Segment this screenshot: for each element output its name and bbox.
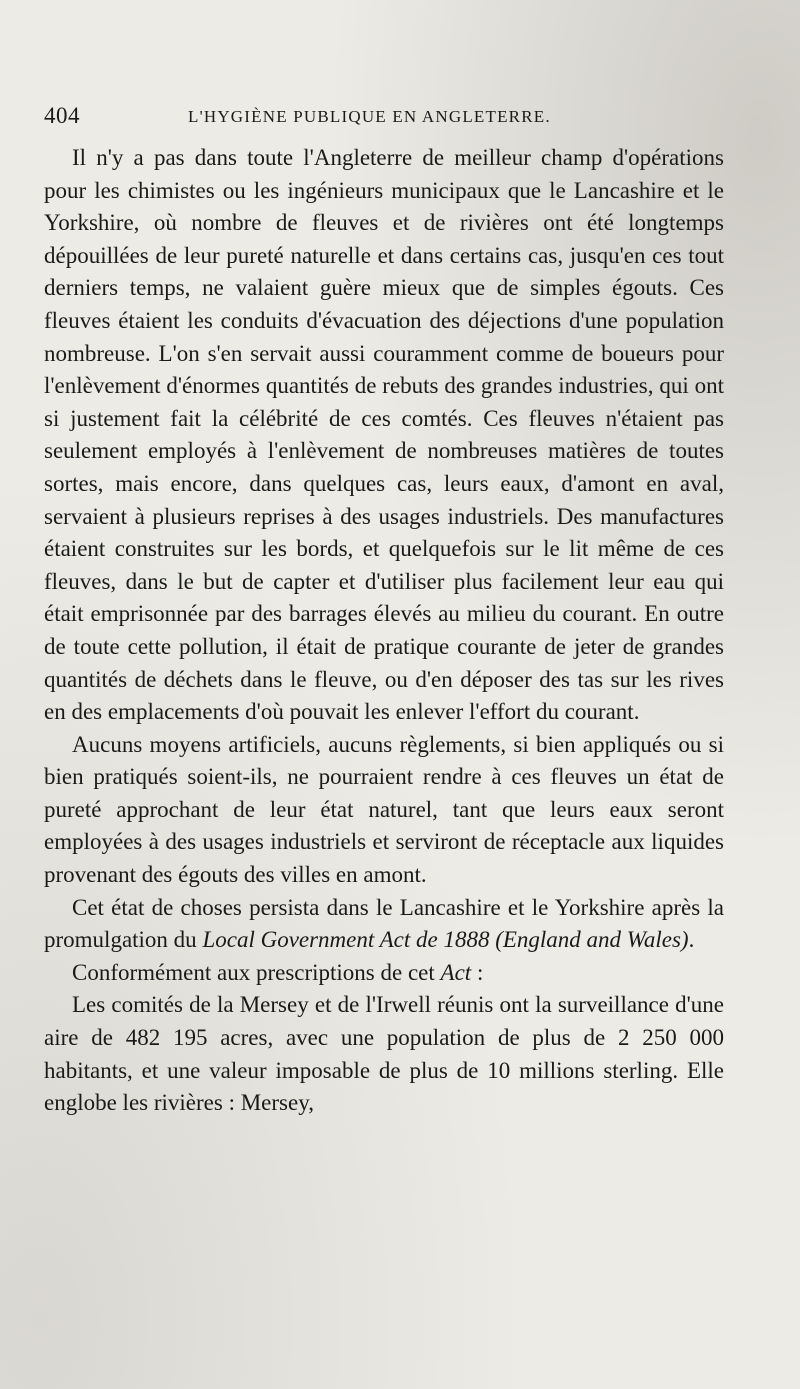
page-number: 404 — [44, 103, 80, 128]
paragraph-5-text: Les comités de la Mersey et de l'Irwell réunis ont la surveillance d'une aire de 482 195 acres, avec une population de plus de 2 250 000 habitants, et une valeur imposable de plus de 10 millions sterling. Elle englobe les rivières : Mersey, — [44, 992, 724, 1116]
running-head: L'HYGIÈNE PUBLIQUE EN ANGLETERRE. — [188, 107, 551, 126]
paragraph-3-text-after: . — [688, 927, 695, 953]
paragraph-3-text-before: Cet état de choses persista dans le Lancashire et le Yorkshire après la promulgation du — [44, 894, 724, 953]
body-text — [44, 142, 724, 1120]
paragraph-1 — [44, 142, 724, 729]
act-word-italic: Act — [440, 959, 472, 985]
page-header — [44, 103, 744, 133]
paragraph-2 — [44, 729, 724, 892]
act-title-italic: Local Government Act de 1888 (England and Wales) — [202, 927, 689, 953]
paragraph-3 — [44, 892, 724, 957]
paragraph-5 — [44, 989, 724, 1119]
paragraph-2-text: Aucuns moyens artificiels, aucuns règlements, si bien appliqués ou si bien pratiqués soient-ils, ne pourraient rendre à ces fleuves un état de pureté approchant de leur état naturel, tant que leurs eaux seront employées à des usages industriels et serviront de réceptacle aux liquides provenant des égouts des villes en amont. — [44, 731, 724, 888]
paragraph-4-text-before: Conformément aux prescriptions de cet — [72, 959, 441, 985]
paragraph-4-text-after: : — [471, 959, 484, 985]
paragraph-1-text: Il n'y a pas dans toute l'Angleterre de meilleur champ d'opérations pour les chimistes ou les ingénieurs municipaux que le Lancashire et le Yorkshire, où nombre de fleuves et de rivières ont été longtemps dépouillées de leur pureté naturelle et dans certains cas, jusqu'en ces tout derniers temps, ne valaient guère mieux que de simples égouts. Ces fleuves étaient les conduits d'évacuation des déjections d'une population nombreuse. L'on s'en servait aussi couramment comme de boueurs pour l'enlèvement d'énormes quantités de rebuts des grandes industries, qui ont si justement fait la célébrité de ces comtés. Ces fleuves n'étaient pas seulement employés à l'enlèvement de nombreuses matières de toutes sortes, mais encore, dans quelques cas, leurs eaux, d'amont en aval, servaient à plusieurs reprises à des usages industriels. Des manufactures étaient construites sur les bords, et quelquefois sur le lit même de ces fleuves, dans le but de capter et d'utiliser plus facilement leur eau qui était emprisonnée par des barrages élevés au milieu du courant. En outre de toute cette pollution, il était de pratique courante de jeter de grandes quantités de déchets dans le fleuve, ou d'en déposer des tas sur les rives en des emplacements d'où pouvait les enlever l'effort du courant. — [44, 145, 724, 725]
paragraph-4 — [44, 957, 724, 990]
